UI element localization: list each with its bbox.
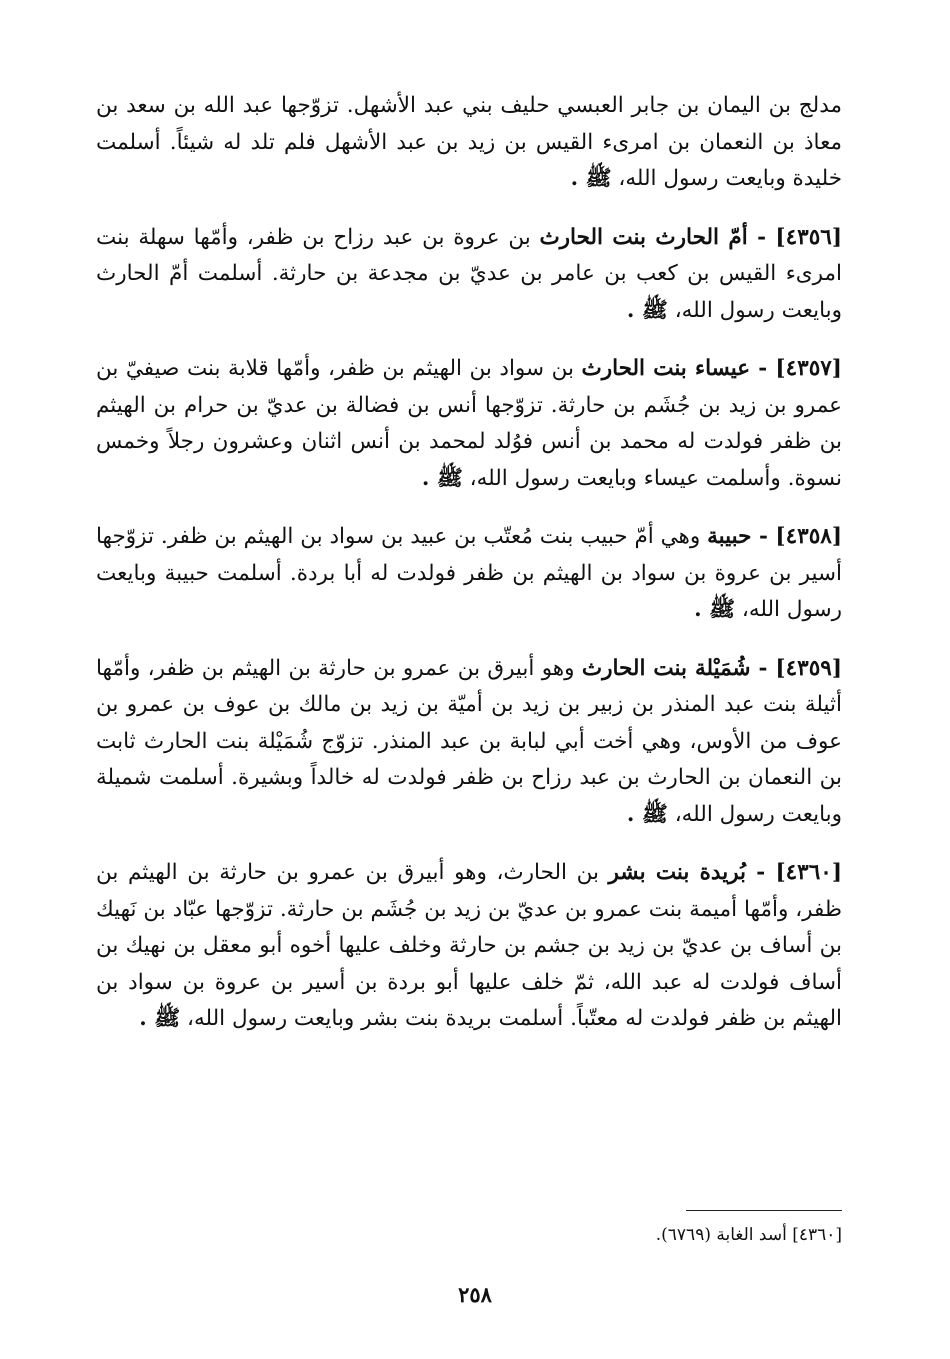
entry-4357	[96, 351, 842, 497]
entry-text: وهو أبيرق بن عمرو بن حارثة بن الهيثم بن ظفر، وأمّها أثيلة بنت عبد المنذر بن زبير بن زيد بن أميّة بن زيد بن مالك بن عوف بن عمرو بن عوف من الأوس، وهي أخت أبي لبابة بن عبد المنذر. تزوّج شُمَيْلة بنت الحارث ثابت بن النعمان بن الحارث بن عبد رزاح بن ظفر فولدت له خالداً وبشيرة. أسلمت شميلة وبايعت رسول الله،	[96, 655, 842, 827]
entry-number: [٤٣٥٩]	[775, 655, 842, 681]
paragraph-text: مدلج بن اليمان بن جابر العبسي حليف بني عبد الأشهل. تزوّجها عبد الله بن سعد بن معاذ بن النعمان بن امرىء القيس بن زيد بن عبد الأشهل فلم تلد له شيئاً. أسلمت خليدة وبايعت رسول الله،	[96, 93, 842, 191]
entry-number: [٤٣٥٧]	[775, 356, 842, 381]
entry-number: [٤٣٥٦]	[775, 224, 842, 250]
entry-name: - شُمَيْلة بنت الحارث	[581, 655, 776, 681]
entry-name: - أمّ الحارث بنت الحارث	[539, 224, 776, 250]
entry-name: - عيساء بنت الحارث	[581, 356, 776, 381]
salutation-mark: ﷺ .	[570, 166, 612, 191]
page-body	[96, 88, 842, 1060]
page-number: ٢٥٨	[458, 1282, 492, 1307]
entry-text: بن عروة بن عبد رزاح بن ظفر، وأمّها سهلة بنت امرىء القيس بن كعب بن عامر بن عديّ بن مجدعة بن حارثة. أسلمت أمّ الحارث وبايعت رسول الله،	[96, 224, 842, 323]
salutation-mark: ﷺ .	[694, 597, 736, 622]
paragraph-continuation	[96, 88, 842, 198]
entry-text: بن الحارث، وهو أبيرق بن عمرو بن حارثة بن الهيثم بن ظفر، وأمّها أميمة بنت عمرو بن عديّ بن زيد بن جُشَم بن حارثة. تزوّجها عبّاد بن نَهيك بن أساف بن عديّ بن زيد بن جشم بن حارثة وخلف عليها أخوه أبو معقل بن نهيك بن أساف فولدت له عبد الله، ثمّ خلف عليها أبو بردة بن أسير بن عروة بن سواد بن الهيثم بن ظفر فولدت له معتّباً. أسلمت بريدة بنت بشر وبايعت رسول الله،	[96, 860, 842, 1031]
entry-name: - بُريدة بنت بشر	[608, 860, 776, 885]
entry-4360	[96, 855, 842, 1038]
entry-number: [٤٣٦٠]	[775, 860, 843, 885]
entry-name: - حبيبة	[707, 524, 776, 549]
salutation-mark: ﷺ .	[626, 801, 668, 827]
entry-4358	[96, 519, 842, 629]
entry-number: [٤٣٥٨]	[775, 524, 842, 549]
footnote: [٤٣٦٠] أسد الغابة (٦٧٦٩).	[655, 1225, 842, 1245]
entry-text: وهي أمّ حبيب بنت مُعتّب بن عبيد بن سواد بن الهيثم بن ظفر. تزوّجها أسير بن عروة بن سواد بن الهيثم بن ظفر فولدت له أبا بردة. أسلمت حبيبة وبايعت رسول الله،	[96, 524, 842, 622]
salutation-mark: ﷺ .	[139, 1006, 181, 1031]
entry-4356	[96, 220, 842, 330]
salutation-mark: ﷺ .	[626, 297, 668, 323]
footnote-divider	[686, 1210, 842, 1211]
entry-4359	[96, 651, 842, 834]
entry-text: بن سواد بن الهيثم بن ظفر، وأمّها قلابة بنت صيفيّ بن عمرو بن زيد بن جُشَم بن حارثة. تزوّجها أنس بن فضالة بن عديّ بن حرام بن الهيثم بن ظفر فولدت له محمد بن أنس فوُلد لمحمد بن أنس اثنان وعشرون رجلاً وخمس نسوة. وأسلمت عيساء وبايعت رسول الله،	[96, 356, 842, 491]
salutation-mark: ﷺ .	[421, 465, 463, 491]
